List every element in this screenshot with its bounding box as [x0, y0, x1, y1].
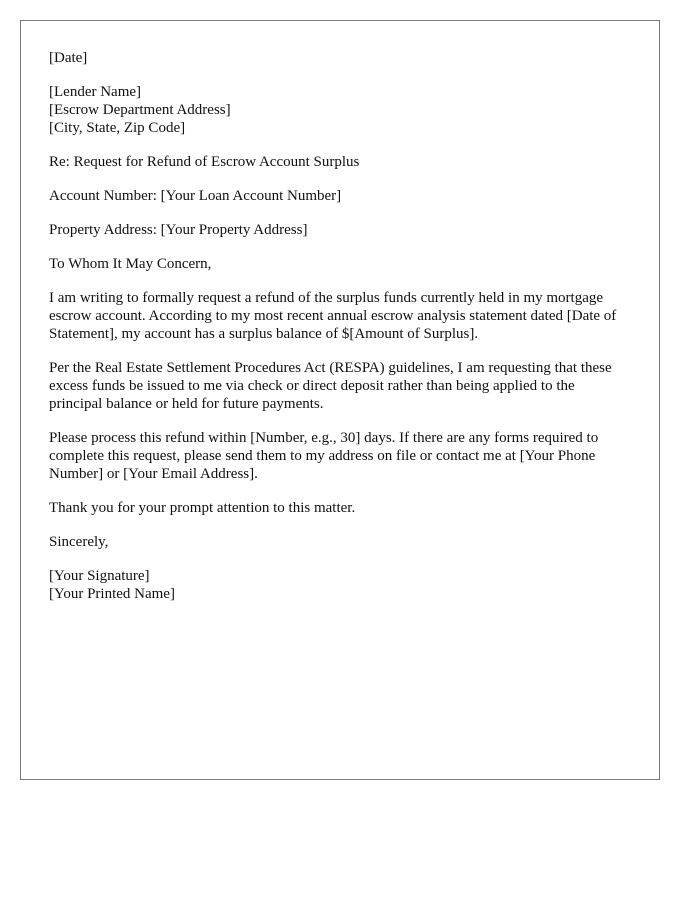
- recipient-address: [Escrow Department Address]: [49, 102, 231, 118]
- letter-date: [Date]: [49, 50, 88, 66]
- body-paragraph-4: Thank you for your prompt attention to this matter.: [49, 500, 356, 516]
- body-paragraph-1: I am writing to formally request a refund of the surplus funds currently held in my mortgage escrow account. According to my most recent annual escrow analysis statement dated [Date of Statement], my account has a surplus balance of $[Amount of Surplus].: [49, 290, 617, 342]
- property-address: Property Address: [Your Property Address]: [49, 222, 308, 238]
- closing: Sincerely,: [49, 534, 109, 550]
- body-paragraph-3: Please process this refund within [Number, e.g., 30] days. If there are any forms required to complete this request, please send them to my address on file or contact me at [Your Phone Number] or [Your Email Address].: [49, 430, 599, 482]
- printed-name: [Your Printed Name]: [49, 586, 175, 602]
- signature-placeholder: [Your Signature]: [49, 568, 150, 584]
- letter-subject: Re: Request for Refund of Escrow Account Surplus: [49, 154, 360, 170]
- recipient-block: [49, 83, 623, 137]
- account-number: Account Number: [Your Loan Account Number]: [49, 188, 342, 204]
- recipient-name: [Lender Name]: [49, 84, 142, 100]
- signature-block: [49, 567, 623, 603]
- salutation: To Whom It May Concern,: [49, 256, 212, 272]
- letter-page: [20, 20, 660, 780]
- recipient-city-state-zip: [City, State, Zip Code]: [49, 120, 186, 136]
- body-paragraph-2: Per the Real Estate Settlement Procedures Act (RESPA) guidelines, I am requesting that these excess funds be issued to me via check or direct deposit rather than being applied to the principal balance or held for future payments.: [49, 360, 612, 412]
